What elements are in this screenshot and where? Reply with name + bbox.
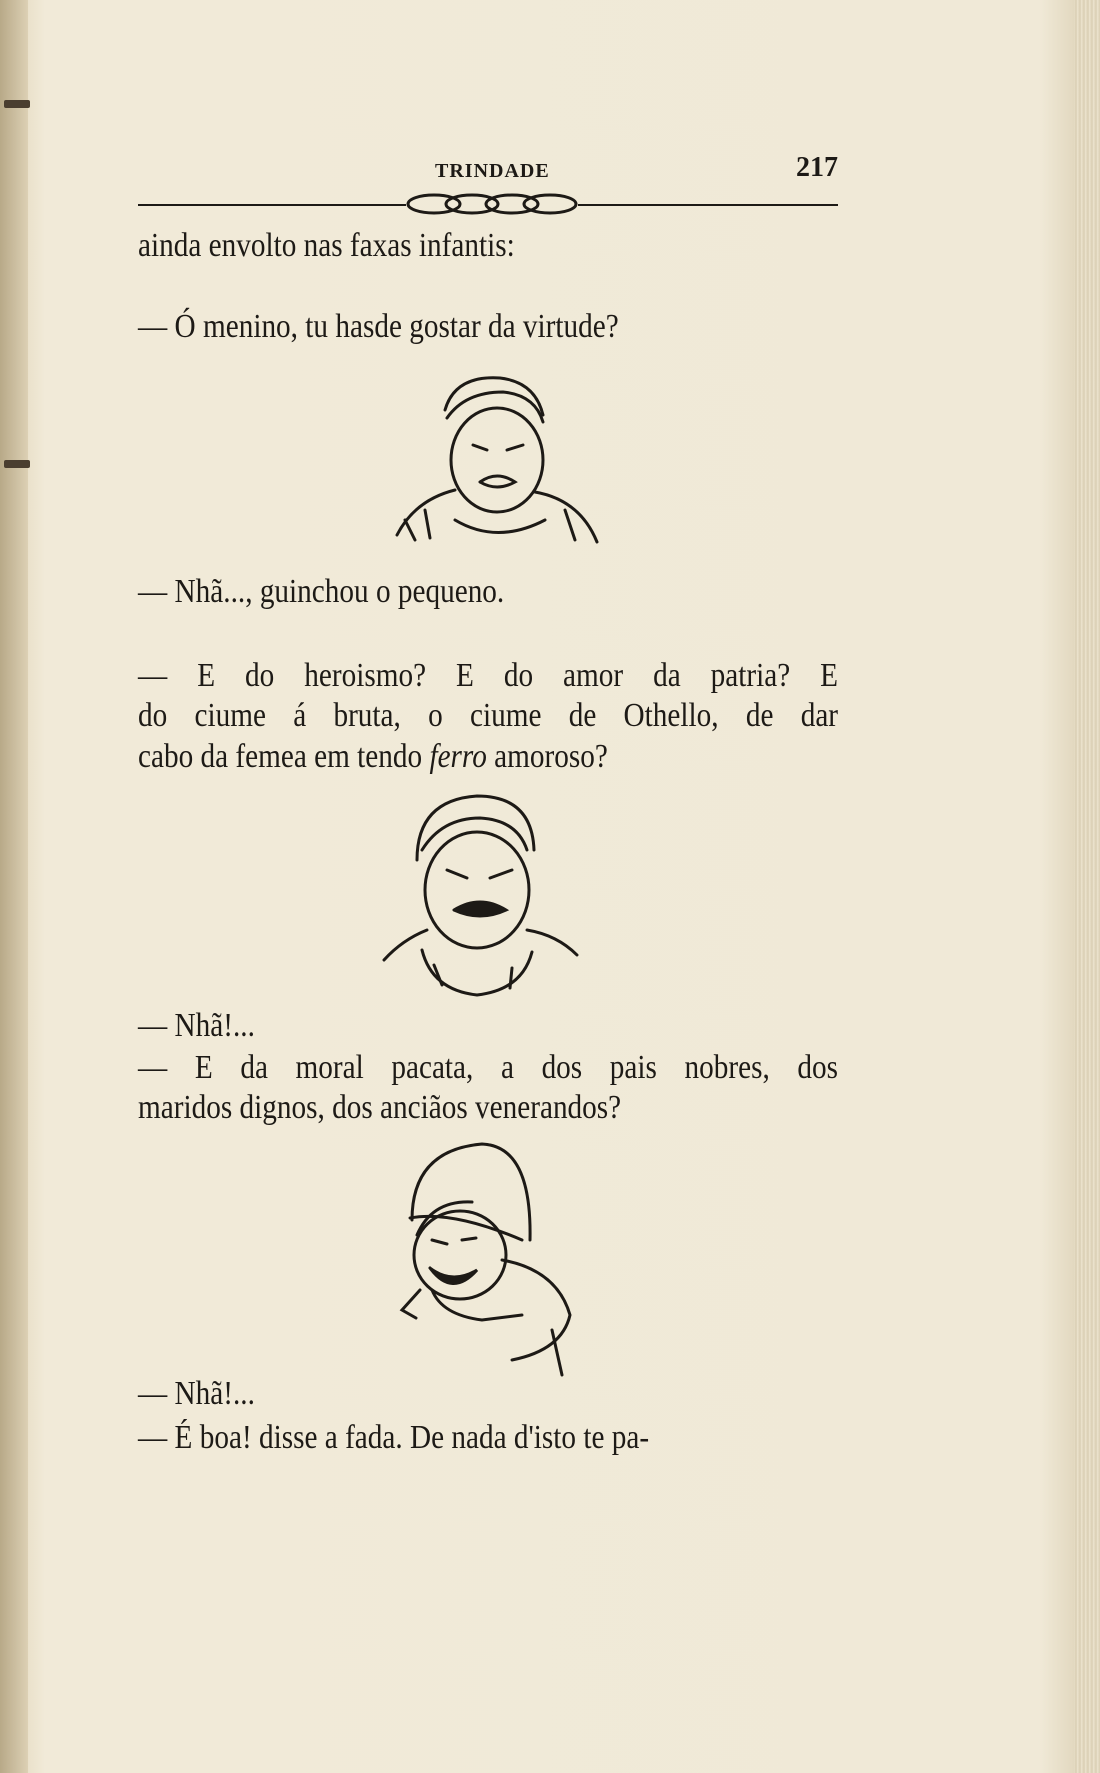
header-rule [138,204,406,206]
italic-word: ferro [429,738,487,775]
page-header [138,150,838,210]
dialogue-line: — Nhã..., guinchou o pequeno. [138,573,505,610]
dialogue-line: — E do heroismo? E do amor da patria? E [138,657,839,694]
dialogue-line: — Nhã!... [138,1007,255,1044]
text-segment: amoroso? [494,738,608,775]
dialogue-line: — Ó menino, tu hasde gostar da virtude? [138,308,619,345]
text-line [138,737,740,777]
page-edges [1074,0,1100,1773]
ornament-chain-icon [406,190,578,218]
text-segment: cabo da femea em tendo [138,738,423,775]
text-line: maridos dignos, dos anciãos venerandos? [138,1089,622,1126]
header-rule [578,204,838,206]
baby-illustration-1 [385,370,615,550]
baby-illustration-2 [372,790,592,1005]
dialogue-line: — Nhã!... [138,1375,255,1412]
text-line: do ciume á bruta, o ciume de Othello, de dar [138,697,839,734]
book-binding [0,0,28,1773]
dialogue-line: — É boa! disse a fada. De nada d'isto te pa- [138,1419,650,1456]
dialogue-line: — E da moral pacata, a dos pais nobres, dos [138,1049,839,1086]
baby-illustration-3 [392,1140,582,1380]
page-number: 217 [796,152,838,183]
text-line: ainda envolto nas faxas infantis: [138,227,515,264]
binding-stitch [4,100,30,108]
running-title: TRINDADE [435,160,550,182]
binding-stitch [4,460,30,468]
